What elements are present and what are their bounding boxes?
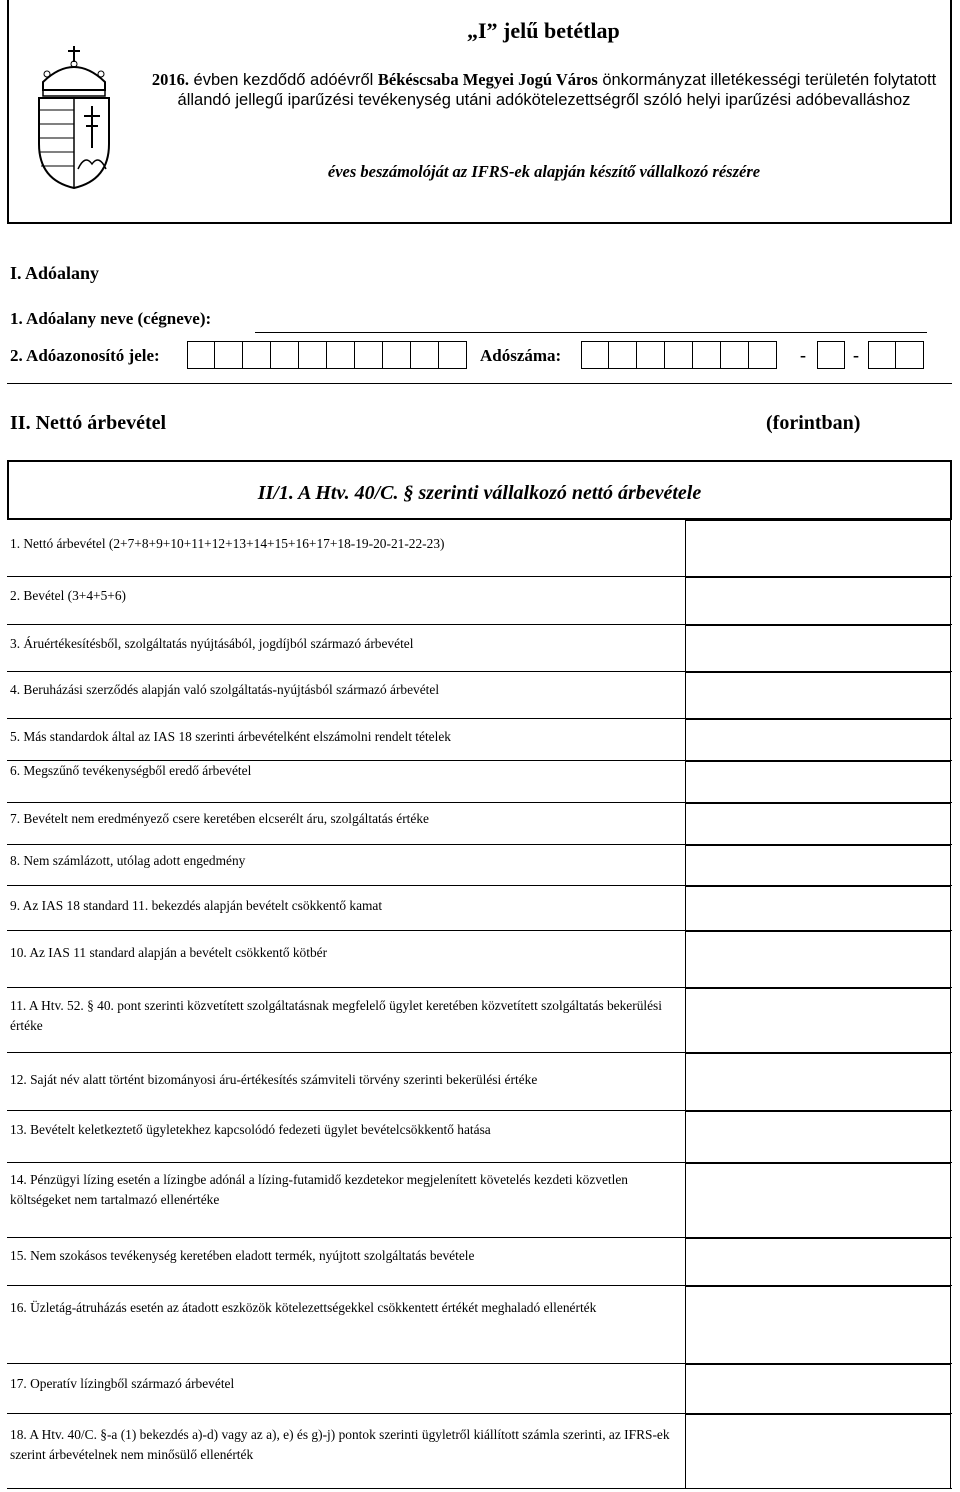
amount-field[interactable]	[685, 577, 951, 624]
table-row	[7, 577, 952, 625]
table-row	[7, 1286, 952, 1364]
row-label: 6. Megszűnő tevékenységből eredő árbevétel	[10, 763, 252, 778]
name-label: 1. Adóalany neve (cégneve):	[10, 309, 212, 328]
section2-unit: (forintban)	[766, 412, 861, 434]
table-row	[7, 520, 952, 577]
row-label: 9. Az IAS 18 standard 11. bekezdés alapján bevételt csökkentő kamat	[10, 898, 383, 913]
amount-field[interactable]	[685, 1414, 951, 1488]
amount-field[interactable]	[685, 1238, 951, 1285]
digit-cell[interactable]	[609, 341, 637, 369]
digit-cell[interactable]	[721, 341, 749, 369]
subtitle: éves beszámolóját az IFRS-ek alapján készítő vállalkozó részére	[327, 162, 761, 181]
row-label: 18. A Htv. 40/C. §-a (1) bekezdés a)-d) vagy az a), e) és g)-j) pontok szerinti ügyletről kiállított számla szerinti, az IFRS-ek szerint árbevételnek nem minősülő ellenérték	[10, 1427, 670, 1462]
digit-cell[interactable]	[665, 341, 693, 369]
row-label: 14. Pénzügyi lízing esetén a lízingbe adónál a lízing-futamidő kezdetekor megjelenített követelés kezdeti közvetlen költségeket nem tartalmazó ellenértéke	[10, 1172, 628, 1207]
amount-field[interactable]	[685, 1053, 951, 1110]
digit-cell[interactable]	[383, 341, 411, 369]
digit-cell[interactable]	[868, 341, 896, 369]
amount-field[interactable]	[685, 931, 951, 987]
digit-cell[interactable]	[187, 341, 215, 369]
table-row	[7, 1238, 952, 1286]
table-row	[7, 1364, 952, 1414]
subsection-box	[7, 460, 952, 520]
amount-field[interactable]	[685, 625, 951, 671]
page-title: „I” jelű betétlap	[467, 18, 620, 43]
digit-cell[interactable]	[637, 341, 665, 369]
table-row	[7, 761, 952, 803]
table-row	[7, 719, 952, 761]
table-row	[7, 1414, 952, 1489]
table-row	[7, 845, 952, 886]
digit-cell[interactable]	[299, 341, 327, 369]
row-label: 16. Üzletág-átruházás esetén az átadott eszközök kötelezettségekkel csökkentett értékét meghaladó ellenérték	[10, 1300, 597, 1315]
table-row	[7, 931, 952, 988]
header-box	[7, 0, 952, 224]
digit-cell[interactable]	[693, 341, 721, 369]
row-label: 11. A Htv. 52. § 40. pont szerinti közvetített szolgáltatásnak megfelelő ügylet keretében közvetített szolgáltatás bekerülési értéke	[10, 998, 662, 1033]
section1-title: I. Adóalany	[10, 263, 100, 283]
row-label: 7. Bevételt nem eredményező csere keretében elcserélt áru, szolgáltatás értéke	[10, 811, 429, 826]
digit-cell[interactable]	[271, 341, 299, 369]
amount-field[interactable]	[685, 1286, 951, 1363]
amount-field[interactable]	[685, 1111, 951, 1162]
row-label: 15. Nem szokásos tevékenység keretében eladott termék, nyújtott szolgáltatás bevétele	[10, 1248, 475, 1263]
tax-number-field[interactable]	[581, 341, 777, 369]
table-row	[7, 988, 952, 1053]
table-row	[7, 625, 952, 672]
amount-field[interactable]	[685, 988, 951, 1052]
row-label: 2. Bevétel (3+4+5+6)	[10, 588, 126, 603]
row-label: 5. Más standardok által az IAS 18 szerinti árbevételként elszámolni rendelt tételek	[10, 729, 451, 744]
table-row	[7, 886, 952, 931]
tax-number-label: Adószáma:	[480, 346, 562, 365]
row-label: 17. Operatív lízingből származó árbevétel	[10, 1376, 235, 1391]
digit-cell[interactable]	[327, 341, 355, 369]
tax-id-label: 2. Adóazonosító jele:	[10, 346, 160, 365]
digit-cell[interactable]	[411, 341, 439, 369]
amount-field[interactable]	[685, 845, 951, 885]
amount-field[interactable]	[685, 1163, 951, 1237]
row-label: 4. Beruházási szerződés alapján való szolgáltatás-nyújtásból származó árbevétel	[10, 682, 440, 697]
digit-cell[interactable]	[817, 341, 845, 369]
section2-title: II. Nettó árbevétel	[10, 412, 167, 434]
tax-number-vat-field[interactable]	[817, 341, 845, 369]
amount-field[interactable]	[685, 1364, 951, 1413]
amount-field[interactable]	[685, 761, 951, 802]
digit-cell[interactable]	[439, 341, 467, 369]
row-label: 12. Saját név alatt történt bizományosi áru-értékesítés számviteli törvény szerinti bekerülési értéke	[10, 1072, 538, 1087]
table-row	[7, 1163, 952, 1238]
digit-cell[interactable]	[355, 341, 383, 369]
table-row	[7, 1053, 952, 1111]
digit-cell[interactable]	[581, 341, 609, 369]
coat-of-arms-icon	[33, 44, 115, 190]
digit-cell[interactable]	[749, 341, 777, 369]
digit-cell[interactable]	[243, 341, 271, 369]
subsection-title: II/1. A Htv. 40/C. § szerinti vállalkozó nettó árbevétele	[257, 482, 702, 504]
amount-field[interactable]	[685, 719, 951, 760]
digit-cell[interactable]	[896, 341, 924, 369]
digit-cell[interactable]	[215, 341, 243, 369]
row-label: 13. Bevételt keletkeztető ügyletekhez kapcsolódó fedezeti ügylet bevételcsökkentő hatása	[10, 1122, 491, 1137]
row-label: 10. Az IAS 11 standard alapján a bevételt csökkentő kötbér	[10, 945, 328, 960]
amount-field[interactable]	[685, 672, 951, 718]
amount-field[interactable]	[685, 803, 951, 844]
row-label: 8. Nem számlázott, utólag adott engedmény	[10, 853, 246, 868]
table-row	[7, 672, 952, 719]
amount-field[interactable]	[685, 520, 951, 576]
table-row	[7, 1111, 952, 1163]
divider	[7, 383, 952, 384]
tax-id-field[interactable]	[187, 341, 467, 369]
row-label: 3. Áruértékesítésből, szolgáltatás nyújtásából, jogdíjból származó árbevétel	[10, 636, 414, 651]
intro-text: 2016. évben kezdődő adóévről Békéscsaba Megyei Jogú Város önkormányzat illetékességi területén folytatott állandó jellegű iparűzési tevékenység utáni adókötelezettségről szóló helyi iparűzési adóbevalláshoz	[151, 70, 937, 109]
tax-number-county-field[interactable]	[868, 341, 924, 369]
row-label: 1. Nettó árbevétel (2+7+8+9+10+11+12+13+14+15+16+17+18-19-20-21-22-23)	[10, 536, 445, 551]
table-row	[7, 803, 952, 845]
amount-field[interactable]	[685, 886, 951, 930]
dash-separator: -	[853, 345, 859, 365]
dash-separator: -	[800, 345, 806, 365]
name-field[interactable]	[255, 332, 927, 333]
